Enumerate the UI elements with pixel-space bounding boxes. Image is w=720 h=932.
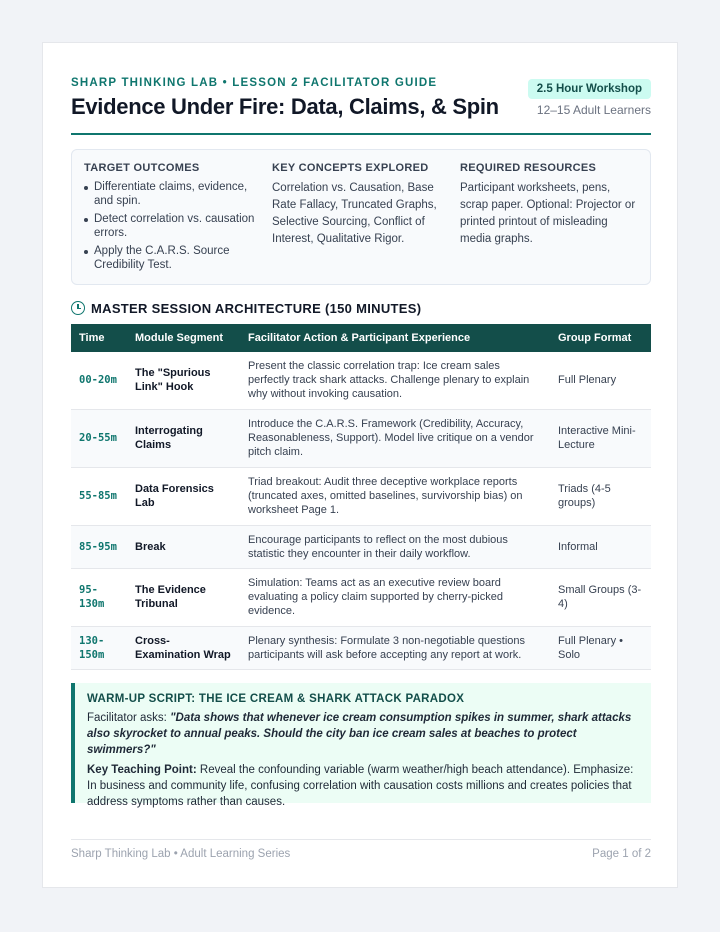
row-action: Triad breakout: Audit three deceptive workplace reports (truncated axes, omitted baselines, survivorship bias) on worksheet Page 1.: [240, 467, 550, 525]
row-action: Encourage participants to reflect on the most dubious statistic they encounter in their daily workflow.: [240, 525, 550, 568]
table-row: [71, 525, 651, 568]
table-row: [71, 409, 651, 467]
resources-text: Participant worksheets, pens, scrap paper. Optional: Projector or printed printout of misleading media graphs.: [460, 182, 636, 245]
row-action: Present the classic correlation trap: Ice cream sales perfectly track shark attacks. Challenge plenary to explain why without invoking causation.: [240, 352, 550, 409]
summary-box: [71, 149, 651, 285]
outcomes-heading: TARGET OUTCOMES: [84, 162, 200, 174]
script-heading: WARM-UP SCRIPT: THE ICE CREAM & SHARK ATTACK PARADOX: [87, 693, 465, 705]
table-row: [71, 568, 651, 626]
guide-page: [42, 42, 678, 888]
table-row: [71, 352, 651, 409]
section-title: MASTER SESSION ARCHITECTURE (150 MINUTES): [91, 300, 422, 316]
warmup-script-callout: [71, 683, 651, 808]
resources-heading: REQUIRED RESOURCES: [460, 162, 597, 174]
row-format: Full Plenary • Solo: [550, 626, 651, 669]
outcomes-list: [84, 180, 256, 272]
row-module: Interrogating Claims: [127, 409, 240, 467]
session-table: [71, 324, 651, 670]
header-time: Time: [71, 324, 127, 352]
row-time: 95-130m: [71, 568, 127, 626]
row-module: Data Forensics Lab: [127, 467, 240, 525]
kp-text: Reveal the confounding variable (warm weather/high beach attendance). Emphasize: In business and community life, confusing correlation with causation costs millions and creates policies that address symptoms rather than causes.: [87, 764, 634, 808]
row-time: 00-20m: [71, 352, 127, 409]
page-number: Page 1 of 2: [592, 848, 651, 860]
row-module: Break: [127, 525, 240, 568]
row-format: Triads (4-5 groups): [550, 467, 651, 525]
page-footer: [71, 839, 651, 860]
list-item: Detect correlation vs. causation errors.: [84, 212, 256, 240]
row-format: Informal: [550, 525, 651, 568]
audience-label: 12–15 Adult Learners: [536, 103, 651, 117]
table-row: [71, 626, 651, 669]
row-format: Small Groups (3-4): [550, 568, 651, 626]
key-teaching-point: [87, 762, 639, 810]
header-action: Facilitator Action & Participant Experience: [240, 324, 550, 352]
script-quote: "Data shows that whenever ice cream consumption spikes in summer, shark attacks also skyrocket to annual peaks. Should the city ban ice cream sales at beaches to protect swimmers?": [87, 712, 632, 756]
row-time: 85-95m: [71, 525, 127, 568]
concepts-column: [272, 162, 444, 248]
header-module: Module Segment: [127, 324, 240, 352]
clock-icon: [71, 301, 85, 315]
row-time: 130-150m: [71, 626, 127, 669]
script-prompt: [87, 710, 639, 758]
outcomes-column: [84, 162, 256, 276]
eyebrow: SHARP THINKING LAB • LESSON 2 FACILITATOR GUIDE: [71, 77, 438, 89]
row-format: Interactive Mini-Lecture: [550, 409, 651, 467]
page-title: Evidence Under Fire: Data, Claims, & Spin: [71, 94, 499, 119]
table-row: [71, 467, 651, 525]
row-action: Simulation: Teams act as an executive review board evaluating a policy claim supported by cherry-picked evidence.: [240, 568, 550, 626]
row-action: Plenary synthesis: Formulate 3 non-negotiable questions participants will ask before accepting any report at work.: [240, 626, 550, 669]
row-action: Introduce the C.A.R.S. Framework (Credibility, Accuracy, Reasonableness, Support). Model live critique on a vendor pitch claim.: [240, 409, 550, 467]
row-format: Full Plenary: [550, 352, 651, 409]
duration-badge: 2.5 Hour Workshop: [528, 79, 651, 99]
footer-series: Sharp Thinking Lab • Adult Learning Series: [71, 848, 291, 860]
row-module: Cross-Examination Wrap: [127, 626, 240, 669]
list-item: Differentiate claims, evidence, and spin.: [84, 180, 256, 208]
row-module: The "Spurious Link" Hook: [127, 352, 240, 409]
kp-label: Key Teaching Point:: [87, 764, 197, 776]
concepts-text: Correlation vs. Causation, Base Rate Fallacy, Truncated Graphs, Selective Sourcing, Conflict of Interest, Qualitative Rigor.: [272, 182, 437, 245]
row-module: The Evidence Tribunal: [127, 568, 240, 626]
row-time: 20-55m: [71, 409, 127, 467]
list-item: Apply the C.A.R.S. Source Credibility Test.: [84, 244, 256, 272]
section-heading: [71, 299, 421, 317]
page-header: [71, 77, 651, 135]
row-time: 55-85m: [71, 467, 127, 525]
concepts-heading: KEY CONCEPTS EXPLORED: [272, 162, 429, 174]
header-format: Group Format: [550, 324, 651, 352]
script-asks-label: Facilitator asks:: [87, 712, 167, 724]
table-header-row: [71, 324, 651, 352]
resources-column: [460, 162, 638, 248]
